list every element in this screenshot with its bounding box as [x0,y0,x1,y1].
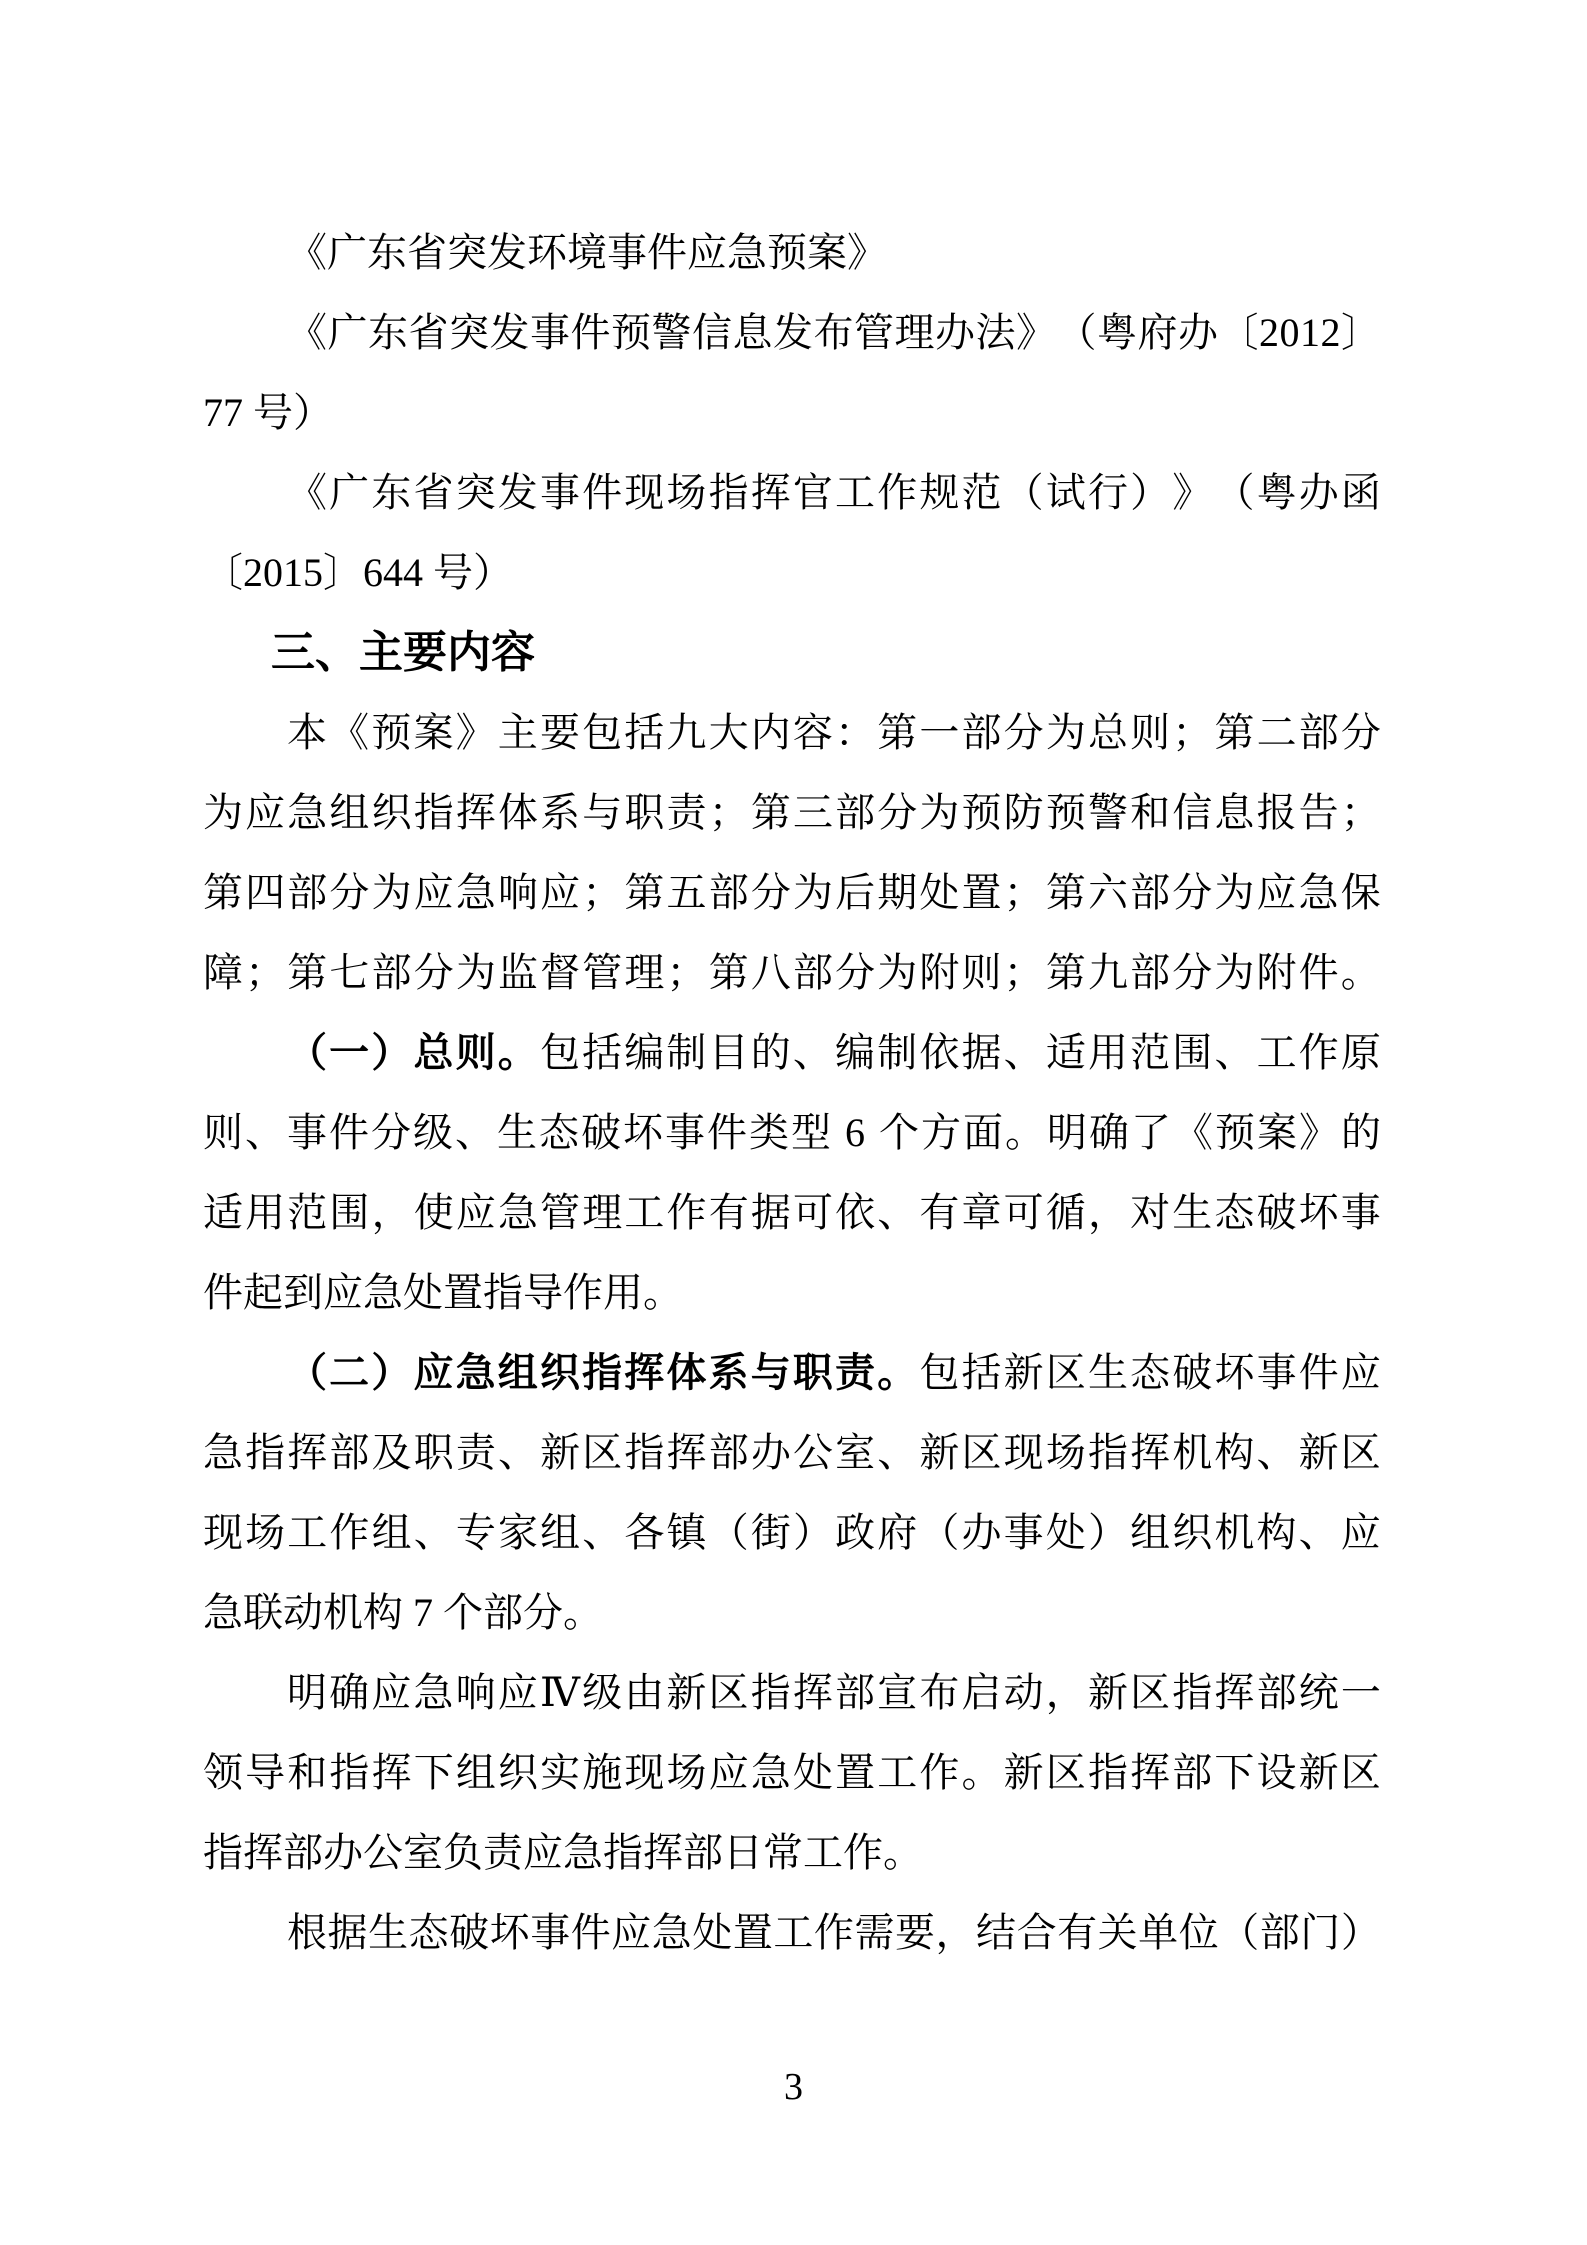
text-line: 领 导 和 指 挥 下 组 织 实 施 现 场 应 急 处 置 工 作 。 新 区 指 挥 部 下 设 新 区 [203,1750,1381,1795]
text-line: 〔2015〕644 号） [203,550,513,595]
text-line: （ 一 ） 总 则 。 包 括 编 制 目 的 、 编 制 依 据 、 适 用 范 围 、 工 作 原 [287,1030,1381,1075]
text-line: 适 用 范 围 ， 使 应 急 管 理 工 作 有 据 可 依 、 有 章 可 循 ， 对 生 态 破 坏 事 [203,1190,1381,1235]
text-line: 为 应 急 组 织 指 挥 体 系 与 职 责 ； 第 三 部 分 为 预 防 预 警 和 信 息 报 告 ； [203,790,1381,835]
text-line: 第 四 部 分 为 应 急 响 应 ； 第 五 部 分 为 后 期 处 置 ； 第 六 部 分 为 应 急 保 [203,870,1381,915]
text-line: （ 二 ） 应 急 组 织 指 挥 体 系 与 职 责 。 包 括 新 区 生 态 破 坏 事 件 应 [287,1350,1381,1395]
text-line: 明 确 应 急 响 应 Ⅳ 级 由 新 区 指 挥 部 宣 布 启 动 ， 新 区 指 挥 部 统 一 [287,1670,1381,1715]
page-number: 3 [784,2066,803,2108]
text-line: 77 号） [203,390,333,435]
text-line: 根 据 生 态 破 坏 事 件 应 急 处 置 工 作 需 要 ， 结 合 有 关 单 位 （ 部 门 ） [287,1910,1381,1955]
text-line: 现 场 工 作 组 、 专 家 组 、 各 镇 （ 街 ） 政 府 （ 办 事 处 ） 组 织 机 构 、 应 [203,1510,1381,1555]
text-line: 《广东省突发环境事件应急预案》 [287,230,887,275]
text-line: 件起到应急处置指导作用。 [203,1270,683,1315]
text-line: 则 、 事 件 分 级 、 生 态 破 坏 事 件 类 型 6 个 方 面 。 明 确 了 《 预 案 》 的 [203,1110,1381,1155]
document-body [203,213,1381,1973]
text-line: 急联动机构 7 个部分。 [203,1590,603,1635]
text-line: 《 广 东 省 突 发 事 件 现 场 指 挥 官 工 作 规 范 （ 试 行 ） 》 （ 粤 办 函 [287,470,1381,515]
text-line: 本 《 预 案 》 主 要 包 括 九 大 内 容 ： 第 一 部 分 为 总 则 ； 第 二 部 分 [287,710,1381,755]
section-heading: 三、主要内容 [271,628,535,677]
text-line: 《 广 东 省 突 发 事 件 预 警 信 息 发 布 管 理 办 法 》 （ 粤 府 办 〔 2 0 1 2 〕 [287,310,1381,355]
text-line: 指挥部办公室负责应急指挥部日常工作。 [203,1830,923,1875]
text-line: 急 指 挥 部 及 职 责 、 新 区 指 挥 部 办 公 室 、 新 区 现 场 指 挥 机 构 、 新 区 [203,1430,1381,1475]
text-line: 障 ； 第 七 部 分 为 监 督 管 理 ； 第 八 部 分 为 附 则 ； 第 九 部 分 为 附 件 。 [203,950,1381,995]
